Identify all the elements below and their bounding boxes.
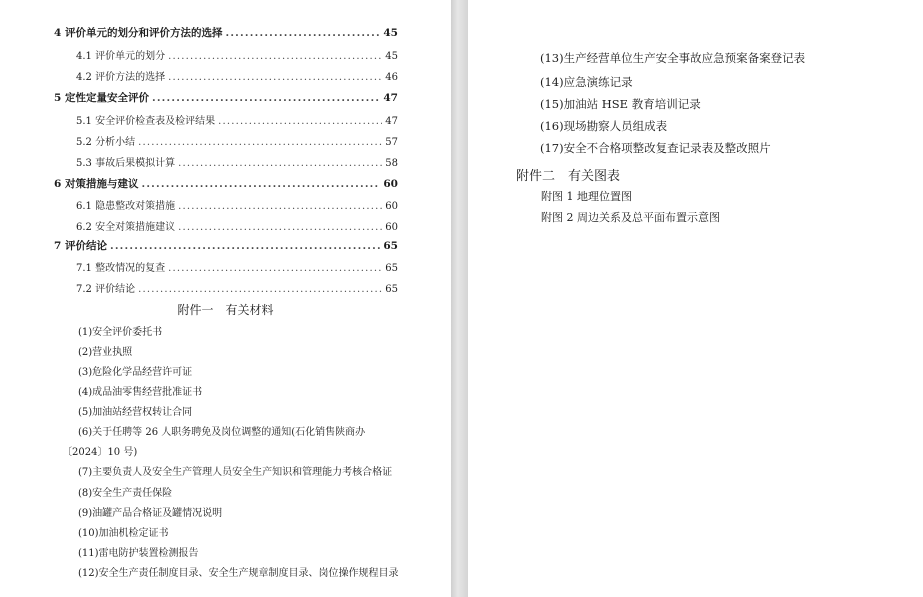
toc-leader [141, 178, 380, 190]
toc-label: 5 定性定量安全评价 [54, 92, 149, 104]
material-item: (15)加油站 HSE 教育培训记录 [540, 97, 701, 111]
toc-label: 5.1 安全评价检查表及检评结果 [76, 116, 216, 127]
material-item: (3)危险化学品经营许可证 [78, 367, 193, 378]
attachment1-title: 附件一 有关材料 [177, 303, 274, 317]
toc-entry[interactable] [54, 238, 398, 253]
toc-page: 57 [385, 137, 398, 148]
material-item: (13)生产经营单位生产安全事故应急预案备案登记表 [540, 51, 806, 65]
toc-label: 4 评价单元的划分和评价方法的选择 [54, 27, 223, 39]
page-gap [451, 0, 468, 597]
toc-leader [178, 201, 382, 212]
material-item: (16)现场勘察人员组成表 [540, 119, 668, 133]
toc-page: 65 [385, 284, 398, 295]
toc-leader [152, 92, 380, 104]
material-item: (17)安全不合格项整改复查记录表及整改照片 [540, 141, 771, 155]
toc-entry[interactable] [76, 218, 398, 233]
toc-leader [138, 284, 382, 295]
toc-leader [168, 51, 382, 62]
toc-entry[interactable] [76, 259, 398, 274]
right-page [468, 0, 923, 597]
toc-page: 60 [383, 178, 398, 190]
toc-leader [225, 27, 380, 39]
toc-page: 60 [385, 201, 398, 212]
toc-entry[interactable] [76, 133, 398, 148]
toc-label: 7.1 整改情况的复查 [76, 263, 166, 274]
material-item: (11)雷电防护装置检测报告 [78, 548, 199, 559]
toc-page: 46 [385, 72, 398, 83]
toc-page: 65 [383, 240, 398, 252]
toc-label: 7.2 评价结论 [76, 284, 136, 295]
toc-label: 4.1 评价单元的划分 [76, 51, 166, 62]
material-item: (7)主要负责人及安全生产管理人员安全生产知识和管理能力考核合格证 [78, 467, 393, 478]
toc-label: 5.3 事故后果模拟计算 [76, 158, 176, 169]
toc-entry[interactable] [76, 280, 398, 295]
material-item: (5)加油站经营权转让合同 [78, 407, 193, 418]
toc-entry[interactable] [76, 197, 398, 212]
figure-item: 附图 1 地理位置图 [541, 190, 632, 203]
material-item: (10)加油机检定证书 [78, 528, 169, 539]
toc-label: 4.2 评价方法的选择 [76, 72, 166, 83]
toc-leader [168, 72, 382, 83]
material-item: (8)安全生产责任保险 [78, 488, 173, 499]
toc-entry[interactable] [54, 25, 398, 40]
toc-leader [138, 137, 382, 148]
figure-item: 附图 2 周边关系及总平面布置示意图 [541, 211, 720, 224]
toc-entry[interactable] [76, 47, 398, 62]
toc-entry[interactable] [54, 176, 398, 191]
toc-label: 6.2 安全对策措施建议 [76, 222, 176, 233]
toc-page: 65 [385, 263, 398, 274]
toc-entry[interactable] [76, 112, 398, 127]
material-item: (9)油罐产品合格证及罐情况说明 [78, 508, 223, 519]
material-item: (4)成品油零售经营批准证书 [78, 387, 203, 398]
material-item: (14)应急演练记录 [540, 75, 633, 89]
toc-entry[interactable] [76, 154, 398, 169]
toc-label: 6 对策措施与建议 [54, 178, 139, 190]
toc-leader [218, 116, 382, 127]
material-item: (6)关于任聘等 26 人职务聘免及岗位调整的通知(石化销售陕商办 [78, 427, 366, 438]
attachment2-title: 附件二 有关图表 [516, 169, 621, 184]
toc-label: 6.1 隐患整改对策措施 [76, 201, 176, 212]
toc-page: 47 [383, 92, 398, 104]
toc-leader [178, 222, 382, 233]
material-item: (12)安全生产责任制度目录、安全生产规章制度目录、岗位操作规程目录 [78, 568, 399, 579]
toc-page: 45 [385, 51, 398, 62]
toc-leader [178, 158, 382, 169]
material-item-continuation: 〔2024〕10 号) [62, 447, 138, 458]
material-item: (1)安全评价委托书 [78, 327, 163, 338]
material-item: (2)营业执照 [78, 347, 133, 358]
toc-entry[interactable] [76, 68, 398, 83]
toc-page: 58 [385, 158, 398, 169]
toc-page: 47 [385, 116, 398, 127]
toc-label: 5.2 分析小结 [76, 137, 136, 148]
toc-label: 7 评价结论 [54, 240, 107, 252]
toc-entry[interactable] [54, 90, 398, 105]
toc-leader [168, 263, 382, 274]
toc-page: 45 [383, 27, 398, 39]
toc-page: 60 [385, 222, 398, 233]
toc-leader [110, 240, 380, 252]
